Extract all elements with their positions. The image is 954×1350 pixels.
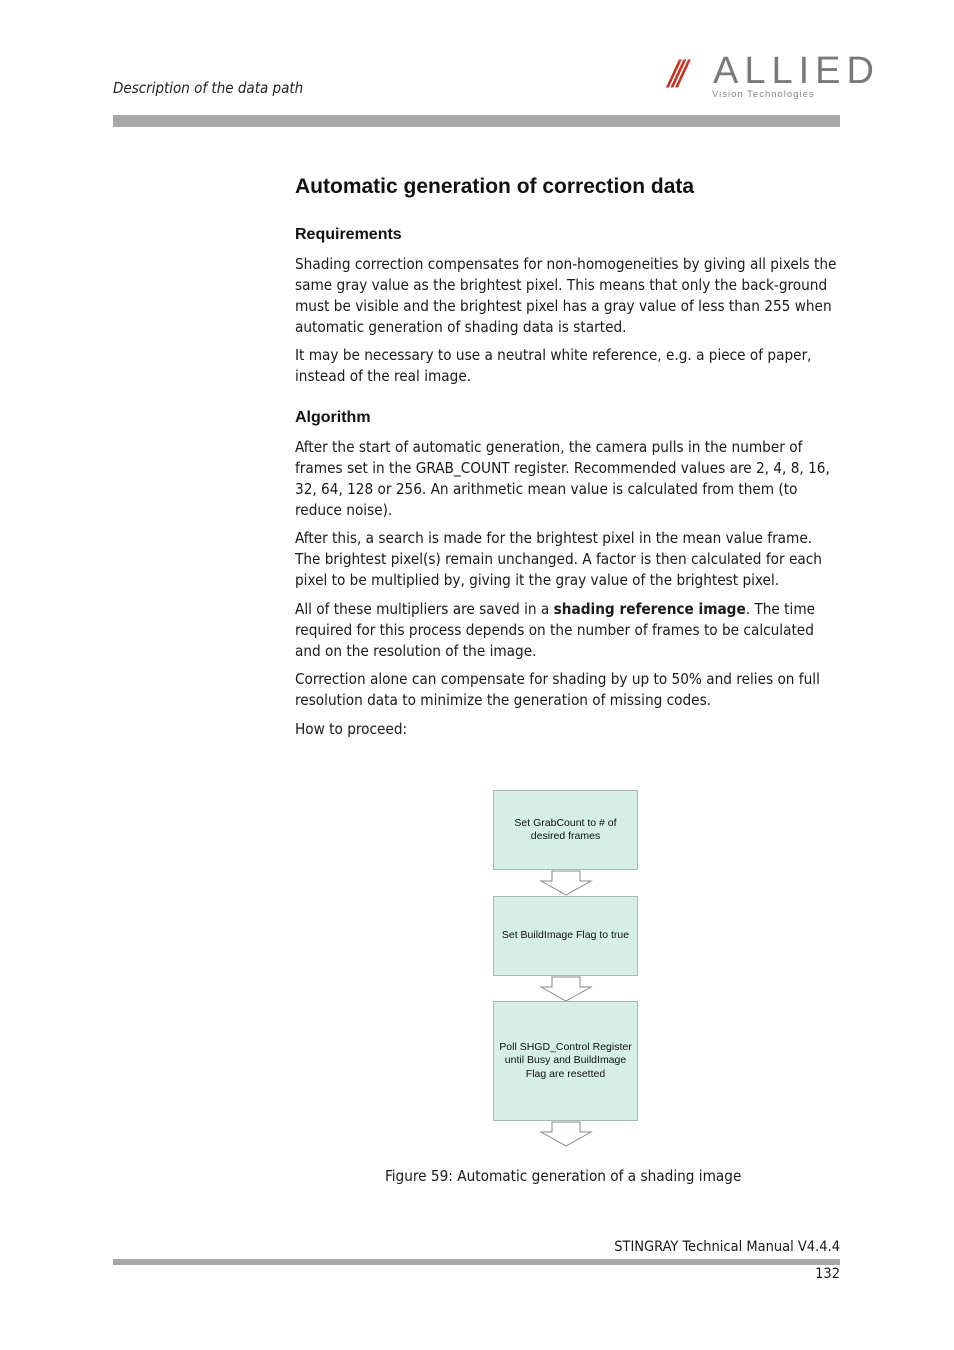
logo-wordmark: ALLIED <box>713 50 880 92</box>
algorithm-paragraph-4: Correction alone can compensate for shading by up to 50% and relies on full resolution data to minimize the generation of missing codes. <box>295 670 820 709</box>
flow-step-3: Poll SHGD_Control Register until Busy and BuildImage Flag are resetted <box>493 1001 638 1121</box>
header-rule <box>113 115 840 127</box>
down-arrow-icon <box>539 870 593 896</box>
shading-reference-term: shading reference image <box>553 600 746 618</box>
down-arrow-icon <box>539 1121 593 1147</box>
footer-rule <box>113 1259 840 1265</box>
logo-tagline: Vision Technologies <box>712 89 815 100</box>
footer-manual-title: STINGRAY Technical Manual V4.4.4 <box>614 1239 840 1255</box>
flowchart <box>486 788 646 1152</box>
logo-slashes: /// <box>668 54 682 96</box>
algorithm-paragraph-5: How to proceed: <box>295 720 408 738</box>
allied-logo <box>668 50 880 102</box>
running-header: Description of the data path <box>113 79 304 97</box>
requirements-heading: Requirements <box>295 226 402 243</box>
page-number: 132 <box>815 1266 840 1282</box>
paragraph-text: All of these multipliers are saved in a <box>295 600 554 618</box>
algorithm-paragraph-1: After the start of automatic generation, the camera pulls in the number of frames set in the GRAB_COUNT register. Recommended values are 2, 4, 8, 16, 32, 64, 128 or 256. An arithmetic mean value is calculated from them (to reduce noise). <box>295 438 830 519</box>
page-title: Automatic generation of correction data <box>295 175 695 198</box>
figure-caption: Figure 59: Automatic generation of a shading image <box>385 1167 742 1185</box>
flow-step-2: Set BuildImage Flag to true <box>493 896 638 976</box>
down-arrow-icon <box>539 976 593 1002</box>
algorithm-paragraph-3 <box>295 599 840 662</box>
paragraph-text: . The time required for this process depends on the number of frames to be calculated and on the resolution of the image. <box>295 600 816 660</box>
algorithm-paragraph-2: After this, a search is made for the brightest pixel in the mean value frame. The brightest pixel(s) remain unchanged. A factor is then calculated for each pixel to be multiplied by, giving it the gray value of the brightest pixel. <box>295 529 822 589</box>
requirements-paragraph-1: Shading correction compensates for non-homogeneities by giving all pixels the same gray value as the brightest pixel. This means that only the back-ground must be visible and the brightest pixel has a gray value of less than 255 when automatic generation of shading data is started. <box>295 255 837 336</box>
flow-step-1: Set GrabCount to # of desired frames <box>493 790 638 870</box>
algorithm-heading: Algorithm <box>295 409 371 426</box>
requirements-paragraph-2: It may be necessary to use a neutral white reference, e.g. a piece of paper, instead of the real image. <box>295 346 812 385</box>
